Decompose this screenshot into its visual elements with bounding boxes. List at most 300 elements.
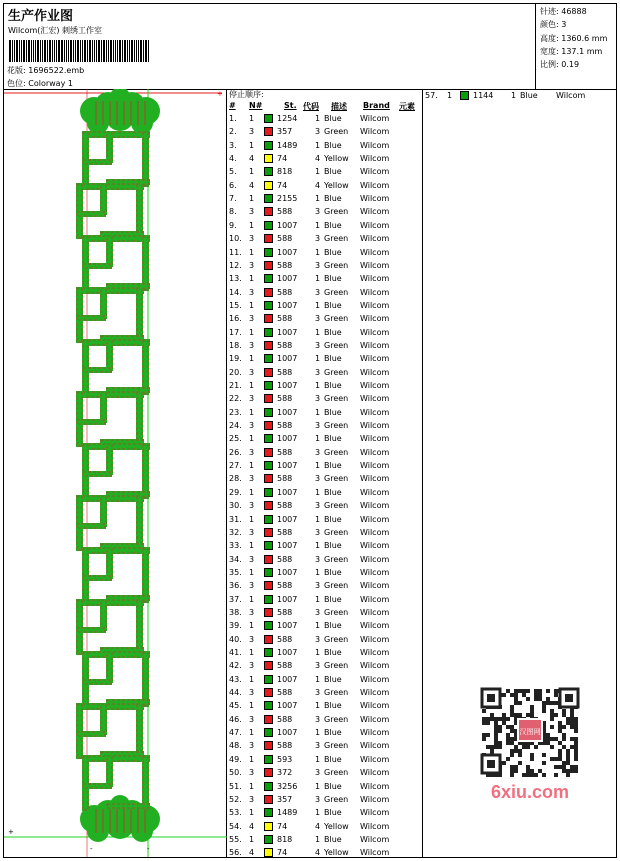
row-brand: Wilcom <box>360 207 390 217</box>
table-row <box>227 739 423 752</box>
row-n: 1 <box>249 381 255 390</box>
row-stitches: 1007 <box>277 461 298 471</box>
table-row <box>227 753 423 766</box>
seal-text: 汉图网 <box>519 728 541 736</box>
row-n: 4 <box>249 821 255 831</box>
row-stitches: 74 <box>277 821 288 831</box>
thread-color-swatch <box>264 675 273 684</box>
row-seq: 48. <box>229 741 242 751</box>
barcode-bar <box>40 40 41 62</box>
table-row <box>227 579 423 592</box>
row-stitches: 1144 <box>473 91 494 100</box>
row-brand: Wilcom <box>360 621 390 631</box>
thread-color-swatch <box>264 127 273 136</box>
colorway-label: 色位: <box>7 79 26 88</box>
row-stitches: 588 <box>277 501 293 511</box>
row-code: 1 <box>315 808 321 818</box>
row-seq: 35. <box>229 567 242 577</box>
barcode-bar <box>31 40 32 62</box>
row-code: 1 <box>315 754 321 764</box>
row-n: 1 <box>249 407 255 417</box>
table-row <box>227 259 423 272</box>
thread-color-swatch <box>264 167 273 176</box>
row-stitches: 1007 <box>277 407 298 417</box>
thread-color-swatch <box>264 608 273 617</box>
row-code: 1 <box>315 487 321 497</box>
row-desc: Yellow <box>324 180 349 190</box>
row-desc: Blue <box>324 247 342 257</box>
table-row <box>227 299 423 312</box>
row-brand: Wilcom <box>360 594 390 604</box>
row-seq: 39. <box>229 621 242 631</box>
row-brand: Wilcom <box>360 314 390 324</box>
row-stitches: 588 <box>277 234 293 244</box>
row-code: 1 <box>315 461 321 471</box>
row-stitches: 357 <box>277 127 293 137</box>
qr-pattern <box>480 687 580 777</box>
row-seq: 31. <box>229 514 242 524</box>
row-seq: 29. <box>229 487 242 497</box>
row-desc: Green <box>324 207 349 217</box>
row-code: 3 <box>315 607 321 617</box>
table-row <box>227 446 423 459</box>
row-desc: Green <box>324 421 349 431</box>
row-seq: 10. <box>229 234 242 244</box>
row-desc: Blue <box>324 514 342 524</box>
row-desc: Blue <box>324 754 342 764</box>
row-n: 3 <box>249 474 255 484</box>
row-brand: Wilcom <box>556 91 586 100</box>
row-seq: 56. <box>229 848 242 858</box>
row-desc: Green <box>324 501 349 511</box>
table-row <box>227 686 423 699</box>
row-desc: Green <box>324 260 349 270</box>
barcode-bar <box>16 40 18 62</box>
thread-color-swatch <box>264 768 273 777</box>
table-row <box>227 192 423 205</box>
thread-color-swatch <box>264 688 273 697</box>
row-desc: Green <box>324 340 349 350</box>
row-desc: Green <box>324 287 349 297</box>
row-code: 3 <box>315 127 321 137</box>
row-code: 1 <box>315 381 321 390</box>
row-code: 3 <box>315 688 321 698</box>
row-code: 1 <box>315 220 321 230</box>
row-n: 1 <box>249 781 255 791</box>
thread-color-swatch <box>264 488 273 497</box>
thread-color-swatch <box>264 207 273 216</box>
row-n: 3 <box>249 421 255 431</box>
barcode <box>9 40 150 62</box>
row-n: 1 <box>249 834 255 844</box>
table-row <box>227 432 423 445</box>
barcode-bar <box>56 40 57 62</box>
thread-color-swatch <box>264 848 273 857</box>
table-row <box>227 486 423 499</box>
row-stitches: 1007 <box>277 434 298 444</box>
row-code: 1 <box>315 594 321 604</box>
row-stitches: 74 <box>277 180 288 190</box>
row-desc: Green <box>324 741 349 751</box>
row-n: 1 <box>249 728 255 738</box>
table-row <box>227 673 423 686</box>
row-code: 3 <box>315 714 321 724</box>
table-row <box>227 659 423 672</box>
design-artwork <box>4 89 227 857</box>
row-seq: 6. <box>229 180 237 190</box>
barcode-bar <box>44 40 46 62</box>
row-stitches: 588 <box>277 661 293 671</box>
row-brand: Wilcom <box>360 127 390 137</box>
row-seq: 3. <box>229 140 237 150</box>
row-brand: Wilcom <box>360 794 390 804</box>
table-row <box>227 312 423 325</box>
row-code: 3 <box>315 314 321 324</box>
header-code: 代码 <box>303 102 319 111</box>
row-desc: Blue <box>324 407 342 417</box>
row-code: 1 <box>315 674 321 684</box>
row-desc: Yellow <box>324 848 349 858</box>
thread-color-swatch <box>264 354 273 363</box>
row-n: 3 <box>249 340 255 350</box>
thread-color-swatch <box>264 635 273 644</box>
row-stitches: 588 <box>277 607 293 617</box>
thread-color-swatch <box>264 301 273 310</box>
row-seq: 28. <box>229 474 242 484</box>
header <box>3 3 617 90</box>
barcode-bar <box>136 40 137 62</box>
row-n: 4 <box>249 154 255 164</box>
barcode-bar <box>89 40 91 62</box>
thread-color-swatch <box>264 408 273 417</box>
table-row <box>227 699 423 712</box>
thread-color-swatch <box>264 221 273 230</box>
row-n: 3 <box>249 260 255 270</box>
thread-color-swatch <box>264 234 273 243</box>
row-brand: Wilcom <box>360 394 390 404</box>
row-brand: Wilcom <box>360 581 390 591</box>
barcode-bar <box>70 40 72 62</box>
table-title: 停止顺序: <box>229 90 264 99</box>
row-seq: 16. <box>229 314 242 324</box>
row-code: 1 <box>315 167 321 177</box>
row-code: 1 <box>315 194 321 204</box>
row-seq: 55. <box>229 834 242 844</box>
row-n: 1 <box>249 674 255 684</box>
row-desc: Blue <box>324 381 342 390</box>
row-seq: 54. <box>229 821 242 831</box>
row-desc: Blue <box>324 461 342 471</box>
barcode-bar <box>54 40 55 62</box>
row-desc: Yellow <box>324 154 349 164</box>
row-seq: 17. <box>229 327 242 337</box>
table-row <box>227 472 423 485</box>
table-row <box>227 179 423 192</box>
table-header <box>227 101 423 112</box>
barcode-bar <box>75 40 76 62</box>
barcode-bar <box>92 40 93 62</box>
table-row <box>227 205 423 218</box>
row-desc: Blue <box>324 114 342 123</box>
stat-height: 高度: 1360.6 mm <box>540 34 608 43</box>
row-brand: Wilcom <box>360 327 390 337</box>
thread-color-swatch <box>264 288 273 297</box>
row-n: 3 <box>249 501 255 511</box>
thread-color-swatch <box>264 755 273 764</box>
thread-color-swatch <box>264 822 273 831</box>
stat-scale: 比例: 0.19 <box>540 60 580 69</box>
table-row <box>227 112 423 125</box>
row-desc: Blue <box>324 300 342 310</box>
row-seq: 33. <box>229 541 242 551</box>
row-seq: 44. <box>229 688 242 698</box>
barcode-bar <box>108 40 109 62</box>
row-stitches: 1007 <box>277 487 298 497</box>
barcode-bar <box>61 40 63 62</box>
row-seq: 51. <box>229 781 242 791</box>
thread-color-swatch <box>264 448 273 457</box>
row-seq: 1. <box>229 114 237 123</box>
row-stitches: 588 <box>277 260 293 270</box>
row-seq: 37. <box>229 594 242 604</box>
row-code: 4 <box>315 180 321 190</box>
row-seq: 15. <box>229 300 242 310</box>
table-row <box>227 566 423 579</box>
studio-name: Wilcom(汇宏) 刺绣工作室 <box>8 26 103 35</box>
row-code: 4 <box>315 848 321 858</box>
row-brand: Wilcom <box>360 247 390 257</box>
row-code: 3 <box>315 260 321 270</box>
design-preview <box>4 89 227 857</box>
table-row <box>423 89 619 102</box>
qr-code-image <box>474 683 585 806</box>
row-brand: Wilcom <box>360 461 390 471</box>
row-stitches: 818 <box>277 167 293 177</box>
row-seq: 27. <box>229 461 242 471</box>
row-code: 1 <box>315 114 321 123</box>
row-desc: Green <box>324 447 349 457</box>
row-seq: 24. <box>229 421 242 431</box>
barcode-bar <box>96 40 97 62</box>
thread-color-swatch <box>264 515 273 524</box>
row-seq: 4. <box>229 154 237 164</box>
row-desc: Blue <box>324 808 342 818</box>
barcode-bar <box>94 40 95 62</box>
barcode-bar <box>129 40 130 62</box>
row-code: 3 <box>315 794 321 804</box>
barcode-bar <box>73 40 74 62</box>
barcode-bar <box>131 40 133 62</box>
row-desc: Blue <box>324 140 342 150</box>
row-desc: Blue <box>324 621 342 631</box>
thread-color-swatch <box>264 434 273 443</box>
row-brand: Wilcom <box>360 487 390 497</box>
barcode-bar <box>122 40 123 62</box>
row-code: 1 <box>315 327 321 337</box>
row-n: 3 <box>249 367 255 377</box>
row-n: 1 <box>249 461 255 471</box>
row-brand: Wilcom <box>360 367 390 377</box>
thread-color-swatch <box>264 595 273 604</box>
row-desc: Green <box>324 394 349 404</box>
row-n: 4 <box>249 848 255 858</box>
barcode-bar <box>115 40 116 62</box>
row-brand: Wilcom <box>360 421 390 431</box>
row-brand: Wilcom <box>360 434 390 444</box>
row-stitches: 588 <box>277 581 293 591</box>
row-n: 1 <box>249 514 255 524</box>
table-row <box>227 286 423 299</box>
row-seq: 26. <box>229 447 242 457</box>
row-stitches: 1007 <box>277 648 298 657</box>
row-desc: Blue <box>324 274 342 284</box>
row-n: 1 <box>249 327 255 337</box>
thread-color-swatch <box>264 274 273 283</box>
row-brand: Wilcom <box>360 541 390 551</box>
row-seq: 5. <box>229 167 237 177</box>
qr-watermark <box>474 683 585 806</box>
barcode-bar <box>26 40 27 62</box>
thread-color-swatch <box>264 194 273 203</box>
row-n: 1 <box>249 220 255 230</box>
row-brand: Wilcom <box>360 287 390 297</box>
row-stitches: 1007 <box>277 274 298 284</box>
row-brand: Wilcom <box>360 234 390 244</box>
row-seq: 41. <box>229 648 242 657</box>
row-code: 3 <box>315 340 321 350</box>
row-seq: 8. <box>229 207 237 217</box>
row-stitches: 372 <box>277 768 293 778</box>
row-code: 1 <box>315 514 321 524</box>
row-brand: Wilcom <box>360 848 390 858</box>
table-row <box>227 513 423 526</box>
barcode-bar <box>148 40 149 62</box>
thread-color-swatch <box>264 248 273 257</box>
row-desc: Green <box>324 607 349 617</box>
thread-color-swatch <box>264 141 273 150</box>
table-row <box>227 339 423 352</box>
row-n: 1 <box>249 594 255 604</box>
row-brand: Wilcom <box>360 607 390 617</box>
thread-color-swatch <box>264 621 273 630</box>
row-seq: 18. <box>229 340 242 350</box>
row-stitches: 1007 <box>277 541 298 551</box>
row-seq: 25. <box>229 434 242 444</box>
barcode-bar <box>143 40 144 62</box>
row-brand: Wilcom <box>360 180 390 190</box>
row-seq: 7. <box>229 194 237 204</box>
stats-panel <box>535 3 618 89</box>
row-n: 1 <box>249 114 255 123</box>
svg-text:+: + <box>8 828 14 836</box>
row-seq: 47. <box>229 728 242 738</box>
row-n: 1 <box>249 354 255 364</box>
table-row <box>227 526 423 539</box>
row-n: 3 <box>249 234 255 244</box>
row-desc: Blue <box>324 728 342 738</box>
row-brand: Wilcom <box>360 260 390 270</box>
barcode-bar <box>124 40 126 62</box>
row-stitches: 1489 <box>277 140 298 150</box>
table-row <box>227 633 423 646</box>
table-row <box>227 246 423 259</box>
embroidery-design-image <box>4 89 227 857</box>
row-code: 3 <box>315 741 321 751</box>
table-row <box>227 833 423 846</box>
table-row <box>227 820 423 833</box>
row-stitches: 1007 <box>277 701 298 711</box>
row-brand: Wilcom <box>360 701 390 711</box>
barcode-bar <box>117 40 118 62</box>
row-seq: 14. <box>229 287 242 297</box>
thread-color-swatch <box>264 648 273 657</box>
row-code: 1 <box>315 834 321 844</box>
row-n: 4 <box>249 180 255 190</box>
row-brand: Wilcom <box>360 354 390 364</box>
row-code: 3 <box>315 554 321 564</box>
thread-color-swatch <box>264 568 273 577</box>
row-stitches: 588 <box>277 340 293 350</box>
row-seq: 36. <box>229 581 242 591</box>
thread-color-swatch <box>264 795 273 804</box>
row-stitches: 588 <box>277 741 293 751</box>
stop-sequence-table <box>227 89 423 857</box>
barcode-bar <box>140 40 142 62</box>
row-brand: Wilcom <box>360 688 390 698</box>
table-row <box>227 793 423 806</box>
barcode-bar <box>52 40 53 62</box>
table-row <box>227 232 423 245</box>
row-stitches: 74 <box>277 848 288 858</box>
row-n: 3 <box>249 581 255 591</box>
barcode-bar <box>37 40 39 62</box>
row-seq: 42. <box>229 661 242 671</box>
table-row <box>227 352 423 365</box>
barcode-bar <box>47 40 48 62</box>
row-seq: 53. <box>229 808 242 818</box>
thread-color-swatch <box>264 261 273 270</box>
row-seq: 38. <box>229 607 242 617</box>
svg-text:-: - <box>90 845 93 853</box>
row-brand: Wilcom <box>360 554 390 564</box>
row-desc: Blue <box>324 648 342 657</box>
barcode-bar <box>106 40 107 62</box>
row-n: 3 <box>249 127 255 137</box>
row-code: 1 <box>315 781 321 791</box>
row-code: 3 <box>315 447 321 457</box>
row-brand: Wilcom <box>360 274 390 284</box>
row-seq: 20. <box>229 367 242 377</box>
row-stitches: 588 <box>277 554 293 564</box>
row-stitches: 1007 <box>277 247 298 257</box>
row-brand: Wilcom <box>360 220 390 230</box>
row-code: 1 <box>315 407 321 417</box>
row-brand: Wilcom <box>360 741 390 751</box>
row-n: 1 <box>249 621 255 631</box>
row-code: 3 <box>315 768 321 778</box>
row-code: 3 <box>315 421 321 431</box>
barcode-bar <box>58 40 60 62</box>
row-n: 1 <box>249 567 255 577</box>
row-brand: Wilcom <box>360 781 390 791</box>
row-n: 3 <box>249 527 255 537</box>
row-seq: 19. <box>229 354 242 364</box>
row-code: 3 <box>315 394 321 404</box>
row-n: 1 <box>447 91 453 100</box>
barcode-bar <box>127 40 128 62</box>
thread-color-swatch <box>264 541 273 550</box>
row-code: 1 <box>315 274 321 284</box>
